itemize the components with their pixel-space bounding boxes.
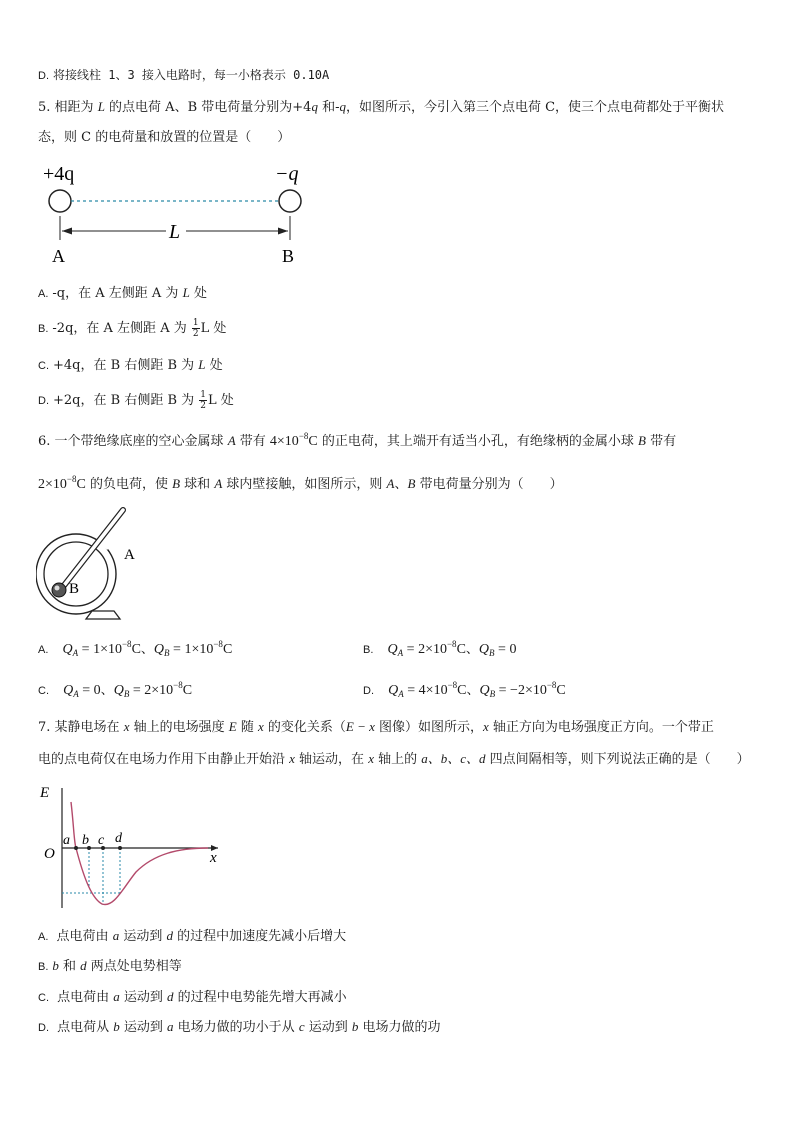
q5-option-d[interactable]: D. +2q，在 B 右侧距 B 为 $\frac{1}{2}$ L 处 <box>38 390 234 411</box>
point-b-label: b <box>82 833 89 848</box>
q7-stem-line1: 7. 某静电场在 x 轴上的电场强度 E 随 x 的变化关系（E − x 图像）如图所示，x 轴正方向为电场强度正方向。一个带正 <box>38 719 714 735</box>
point-c-label: c <box>98 833 105 848</box>
e-x-curve <box>71 802 208 905</box>
q5-option-b[interactable]: B. -2q，在 A 左侧距 A 为 $\frac{1}{2}$ L 处 <box>38 318 227 339</box>
q6-stem-line2: $2\times 10^{-8}C$ 的负电荷，使 B 球和 A 球内壁接触，如图所示，则 A、B 带电荷量分别为（ ） <box>38 474 563 492</box>
charge-b-circle <box>279 190 301 212</box>
q7-option-d[interactable]: D. 点电荷从 b 运动到 a 电场力做的功小于从 c 运动到 b 电场力做的功 <box>38 1019 441 1035</box>
q6-option-a[interactable]: A. $Q_A = 1\times 10^{-8}C$、$Q_B = 1\times 10^{-8}C$ <box>38 639 233 658</box>
point-a-label: A <box>52 246 65 266</box>
arrow-left-icon <box>62 228 72 235</box>
point-b-label: B <box>282 246 295 266</box>
x-axis-label: x <box>210 850 217 866</box>
q5-right-charge: −q <box>275 163 299 185</box>
q6-option-b[interactable]: B. $Q_A = 2\times 10^{-8}C$、$Q_B = 0$ <box>363 639 517 658</box>
charge-a-circle <box>49 190 71 212</box>
q5-figure <box>38 158 318 268</box>
q6-option-c[interactable]: C. $Q_A = 0$、$Q_B = 2\times 10^{-8}C$ <box>38 680 193 699</box>
point-d-label: d <box>115 831 122 846</box>
fraction-half: $\frac{1}{2}$ <box>192 318 199 339</box>
label-b: B <box>69 581 80 597</box>
q7-option-b[interactable]: B. b 和 d 两点处电势相等 <box>38 958 182 974</box>
arrow-right-icon <box>278 228 288 235</box>
point-a <box>74 846 78 850</box>
point-d <box>118 846 122 850</box>
q6-option-d[interactable]: D. $Q_A = 4\times 10^{-8}C$、$Q_B = -2\times 10^{-8}C$ <box>363 680 566 699</box>
q7-option-c[interactable]: C. 点电荷由 a 运动到 d 的过程中电势能先增大再减小 <box>38 989 347 1005</box>
sphere-b <box>52 583 66 597</box>
q5-option-c[interactable]: C. +4q，在 B 右侧距 B 为 L 处 <box>38 357 223 373</box>
q7-stem-line2: 电的点电荷仅在电场力作用下由静止开始沿 x 轴运动，在 x 轴上的 a、b、c、d 四点间隔相等，则下列说法正确的是（ ） <box>38 751 750 767</box>
distance-label: L <box>169 221 181 243</box>
point-a-label: a <box>63 833 70 848</box>
e-axis-label: E <box>40 785 50 801</box>
label-a: A <box>124 547 135 563</box>
q5-stem-line1: 5. 相距为 L 的点电荷 A、B 带电荷量分别为+4q 和-q，如图所示，今引入第三个点电荷 C，使三个点电荷都处于平衡状 <box>38 99 725 115</box>
q5-option-a[interactable]: A. -q，在 A 左侧距 A 为 L 处 <box>38 285 207 301</box>
q7-option-a[interactable]: A. 点电荷由 a 运动到 d 的过程中加速度先减小后增大 <box>38 928 347 944</box>
q6-figure <box>36 506 156 628</box>
q4-option-d[interactable]: D. 将接线柱 1、3 接入电路时，每一小格表示 0.10A <box>38 68 330 82</box>
q7-figure <box>36 780 226 915</box>
insulating-base <box>86 611 120 619</box>
origin-label: O <box>44 846 55 862</box>
fraction-half: $\frac{1}{2}$ <box>200 390 207 411</box>
q6-stem-line1: 6. 一个带绝缘底座的空心金属球 A 带有 $4\times 10^{-8}C$ 的正电荷，其上端开有适当小孔，有绝缘柄的金属小球 B 带有 <box>38 431 677 449</box>
q5-stem-line2: 态，则 C 的电荷量和放置的位置是（ ） <box>38 130 291 145</box>
q5-left-charge: +4q <box>43 163 75 185</box>
